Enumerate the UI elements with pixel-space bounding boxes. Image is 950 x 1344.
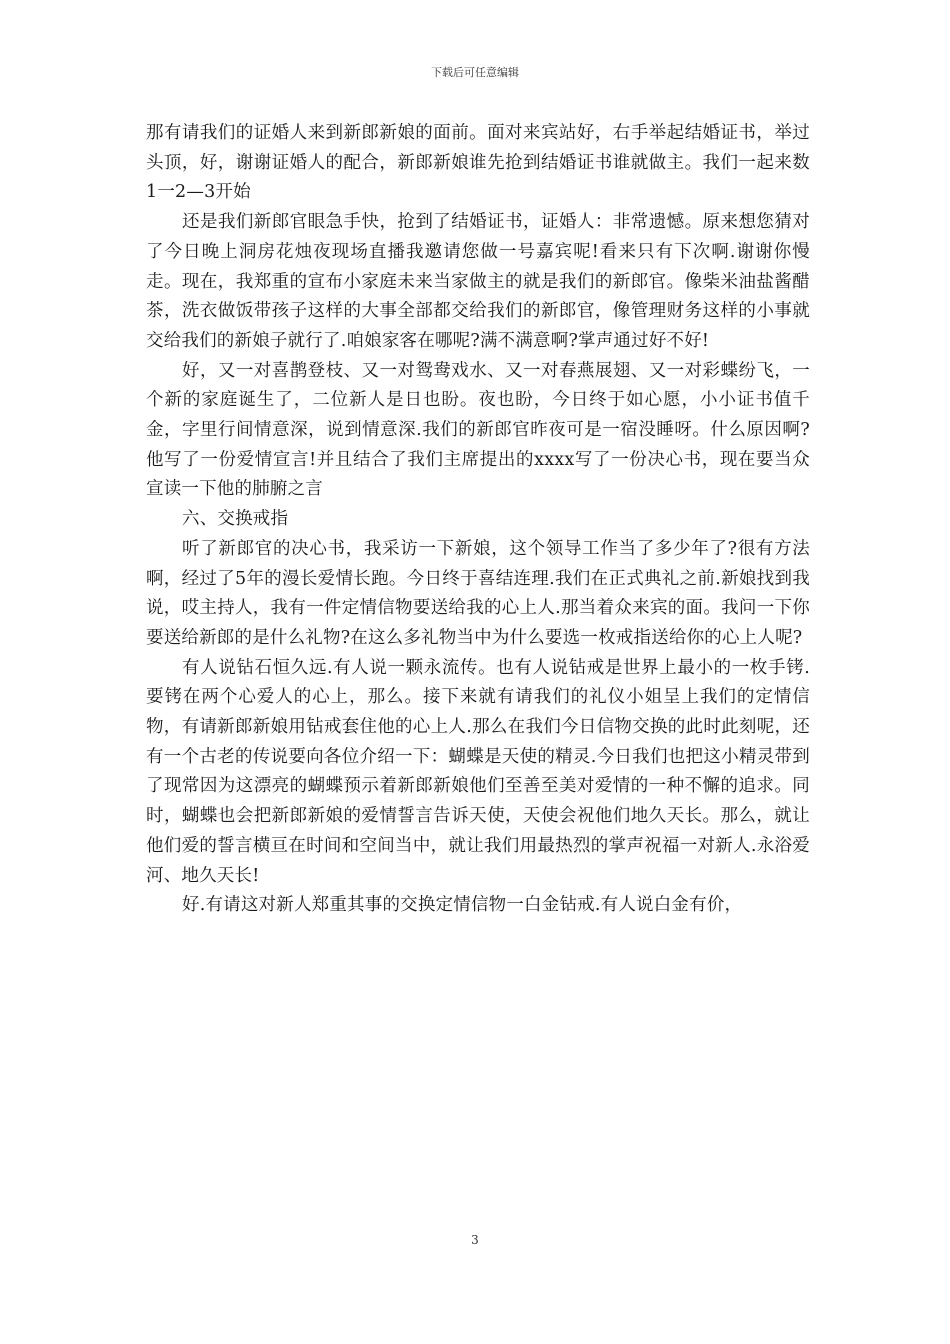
paragraph-certificate-witness: 那有请我们的证婚人来到新郎新娘的面前。面对来宾站好，右手举起结婚证书，举过头顶，好，谢谢证婚人的配合，新郎新娘谁先抢到结婚证书谁就做主。我们一起来数1一2—3开始 [146,123,810,203]
paragraph-groom-wins: 还是我们新郎官眼急手快，抢到了结婚证书，证婚人：非常遗憾。原来想您猜对了今日晚上洞房花烛夜现场直播我邀请您做一号嘉宾呢!看来只有下次啊.谢谢你慢走。现在，我郑重的宣布小家庭未来当家做主的就是我们的新郎官。像柴米油盐酱醋茶，洗衣做饭带孩子这样的大事全部都交给我们的新郎官，像管理财务这样的小事就交给我们的新娘子就行了.咱娘家客在哪呢?满不满意啊?掌声通过好不好! [146,212,810,351]
page-header: 下载后可任意编辑 [431,66,519,79]
paragraph-new-family: 好，又一对喜鹊登枝、又一对鸳鸯戏水、又一对春燕展翅、又一对彩蝶纷飞，一个新的家庭诞生了，二位新人是日也盼。夜也盼，今日终于如心愿，小小证书值千金，字里行间情意深，说到情意深.我们的新郎官昨夜可是一宿没睡呀。什么原因啊?他写了一份爱情宣言!并且结合了我们主席提出的xxxx写了一份决心书，现在要当众宣读一下他的肺腑之言 [146,360,810,500]
page-number: 3 [471,1233,479,1247]
section-heading-exchange-rings: 六、交换戒指 [182,509,289,530]
document-body [146,119,810,921]
paragraph-platinum-ring: 好.有请这对新人郑重其事的交换定情信物一白金钻戒.有人说白金有价， [182,895,743,916]
paragraph-bride-interview: 听了新郎官的决心书，我采访一下新娘，这个领导工作当了多少年了?很有方法啊，经过了5年的漫长爱情长跑。今日终于喜结连理.我们在正式典礼之前.新娘找到我说，哎主持人，我有一件定情信物要送给我的心上人.那当着众来宾的面。我问一下你要送给新郎的是什么礼物?在这么多礼物当中为什么要选一枚戒指送给你的心上人呢? [146,538,810,648]
paragraph-diamond-butterfly: 有人说钻石恒久远.有人说一颗永流传。也有人说钻戒是世界上最小的一枚手铐.要铐在两个心爱人的心上，那么。接下来就有请我们的礼仪小姐呈上我们的定情信物，有请新郎新娘用钻戒套住他的心上人.那么在我们今日信物交换的此时此刻呢，还有一个古老的传说要向各位介绍一下：蝴蝶是天使的精灵.今日我们也把这小精灵带到了现常因为这漂亮的蝴蝶预示着新郎新娘他们至善至美对爱情的一种不懈的追求。同时，蝴蝶也会把新郎新娘的爱情誓言告诉天使，天使会祝他们地久天长。那么，就让他们爱的誓言横亘在时间和空间当中，就让我们用最热烈的掌声祝福一对新人.永浴爱河、地久天长! [146,657,810,886]
